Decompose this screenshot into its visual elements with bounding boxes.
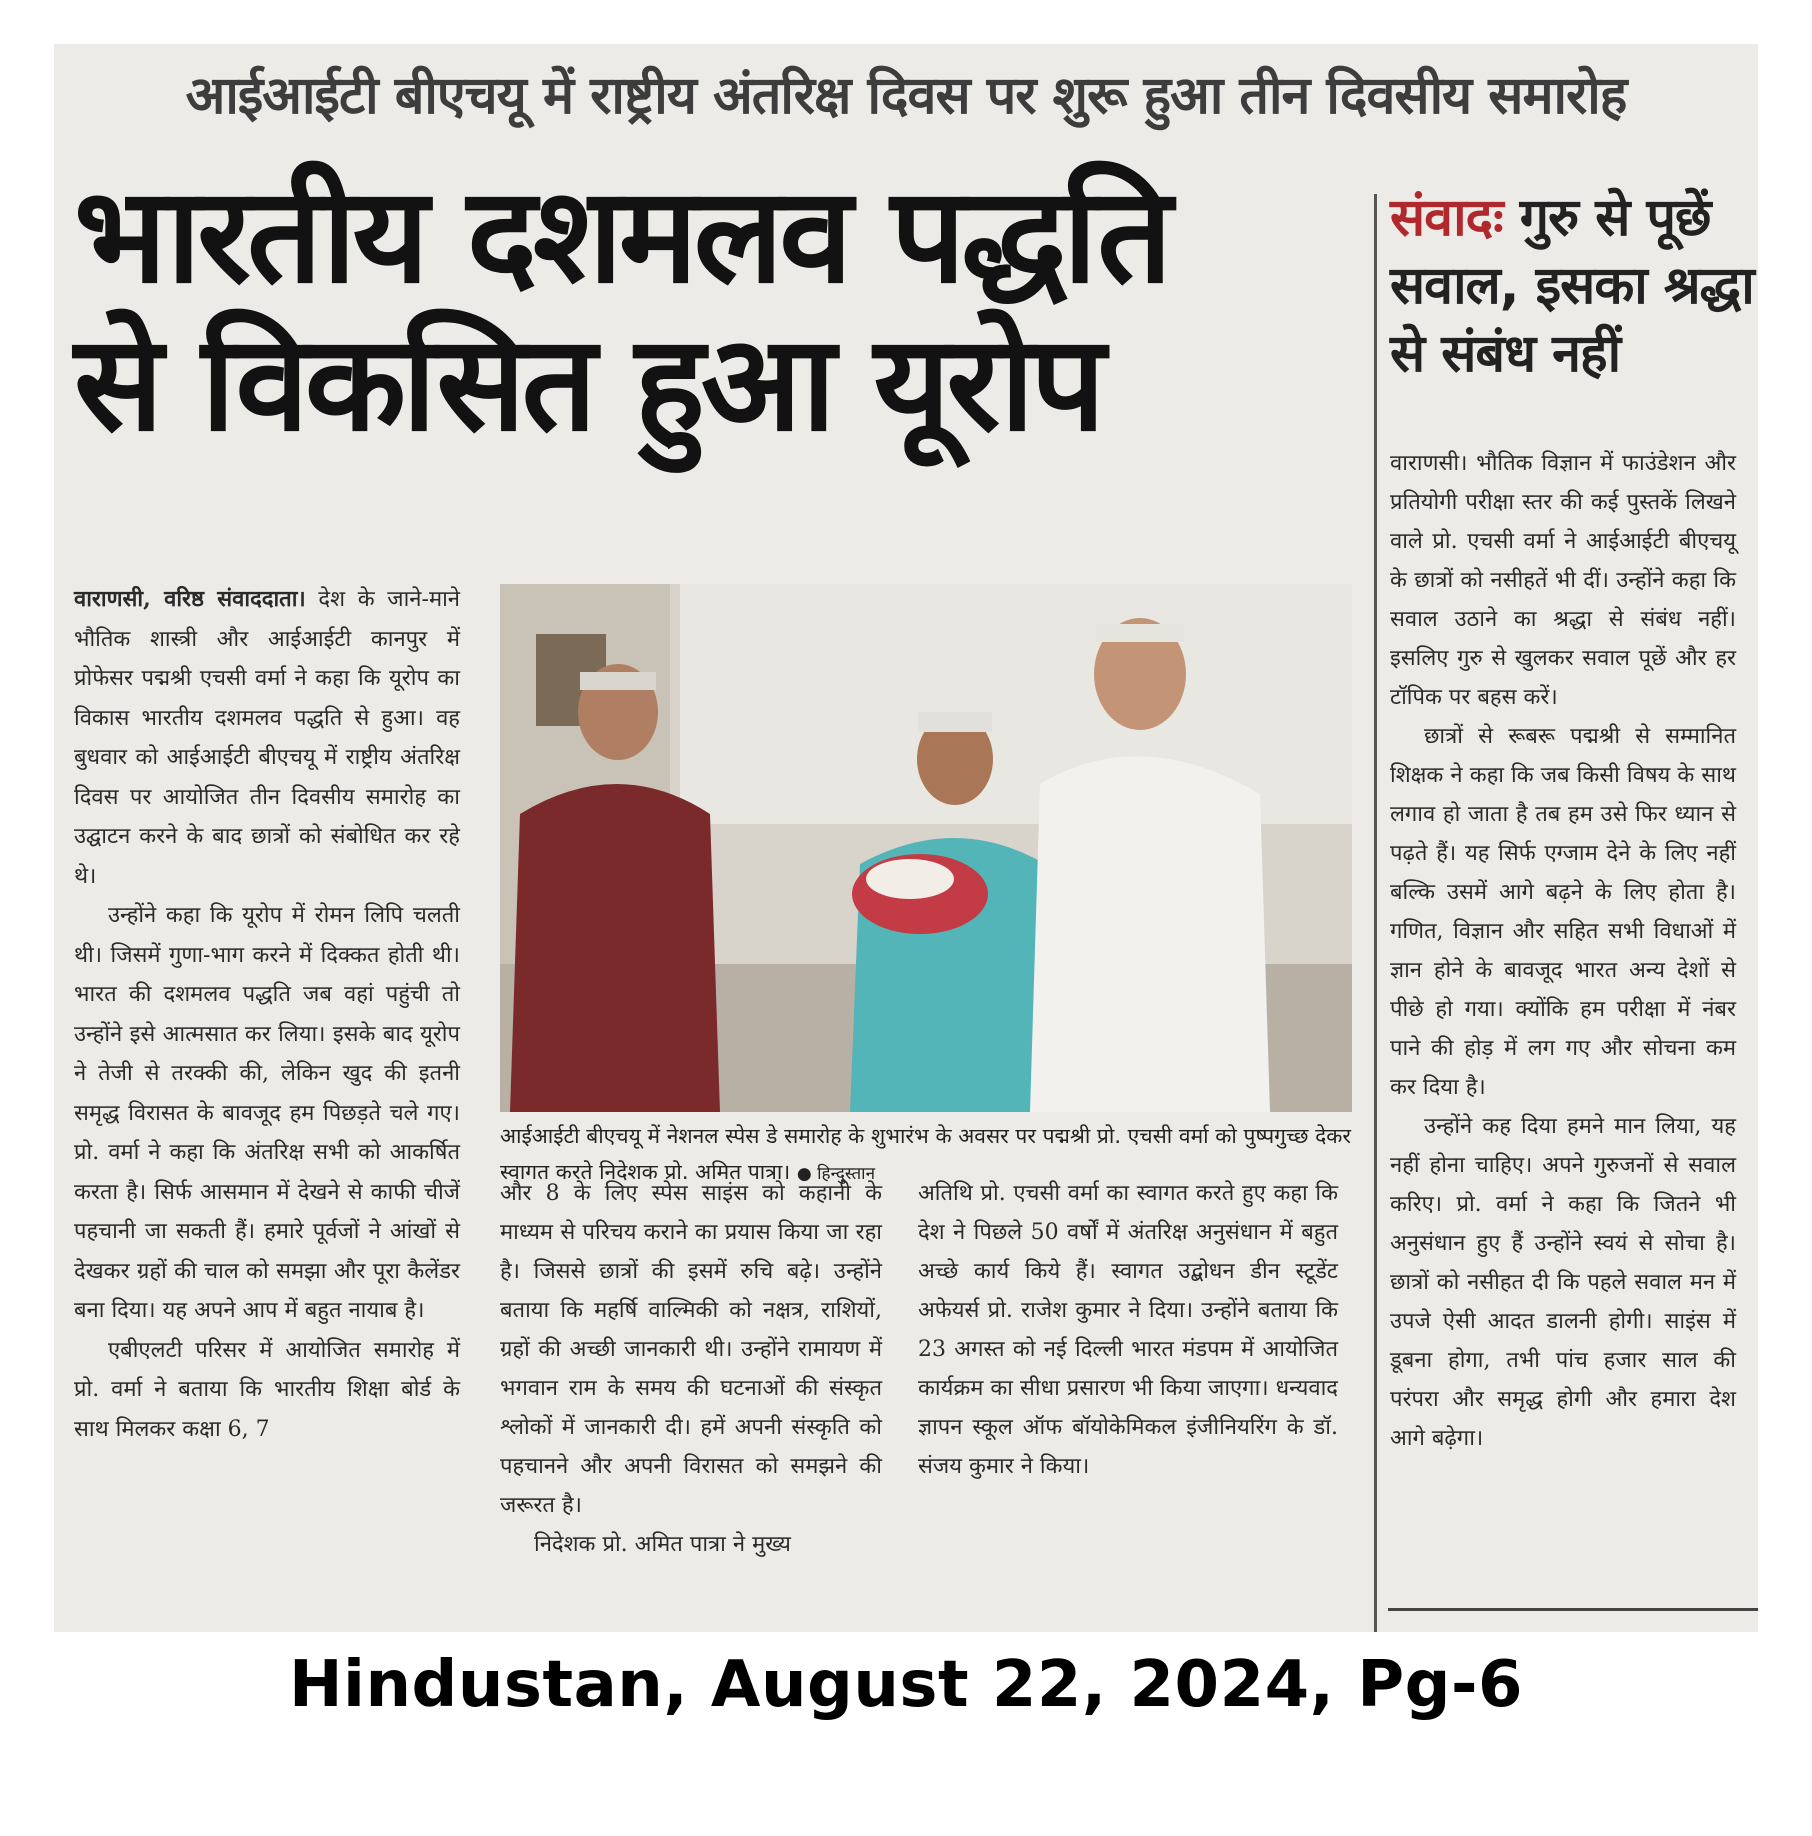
side-story-title: गुरु से पूछें सवाल, इसका श्रद्धा से संबंध नहीं: [1390, 188, 1754, 384]
story-text: देश के जाने-माने भौतिक शास्त्री और आईआईटी कानपुर में प्रोफेसर पद्मश्री एचसी वर्मा ने कहा कि यूरोप का विकास भारतीय दशमलव पद्धति से हुआ। वह बुधवार को आईआईटी बीएचयू में राष्ट्रीय अंतरिक्ष दिवस पर आयोजित तीन दिवसीय समारोह का उद्घाटन करने के बाद छात्रों को संबोधित कर रहे थे।: [74, 587, 461, 889]
source-citation: Hindustan, August 22, 2024, Pg-6: [288, 1648, 1524, 1722]
side-story-paragraph: छात्रों से रूबरू पद्मश्री से सम्मानित शिक्षक ने कहा कि जब किसी विषय के साथ लगाव हो जाता है तब हम उसे फिर ध्यान से पढ़ते हैं। यह सिर्फ एग्जाम देने के लिए नहीं बल्कि उसमें आगे बढ़ने के लिए होता है। गणित, विज्ञान और सहित सभी विधाओं में ज्ञान होने के बावजूद भारत अन्य देशों से पीछे हो गया। क्योंकि हम परीक्षा में नंबर पाने की होड़ में लग गए और सोचना कम कर दिया है।: [1390, 724, 1736, 1100]
story-paragraph: अतिथि प्रो. एचसी वर्मा का स्वागत करते हुए कहा कि देश ने पिछले 50 वर्षों में अंतरिक्ष अनुसंधान में बहुत अच्छे कार्य किये हैं। स्वागत उद्बोधन डीन स्टूडेंट अफेयर्स प्रो. राजेश कुमार ने दिया। उन्होंने बताया कि 23 अगस्त को नई दिल्ली भारत मंडपम में आयोजित कार्यक्रम का सीधा प्रसारण भी किया जाएगा। धन्यवाद ज्ञापन स्कूल ऑफ बॉयोकेमिकल इंजीनियरिंग के डॉ. संजय कुमार ने किया।: [918, 1181, 1338, 1479]
story-column-2: [500, 1174, 882, 1564]
kicker-headline: आईआईटी बीएचयू में राष्ट्रीय अंतरिक्ष दिवस पर शुरू हुआ तीन दिवसीय समारोह: [185, 66, 1627, 126]
caption-text: आईआईटी बीएचयू में नेशनल स्पेस डे समारोह के शुभारंभ के अवसर पर पद्मश्री प्रो. एचसी वर्मा को पुष्पगुच्छ देकर स्वागत करते निदेशक प्रो. अमित पात्रा।: [500, 1124, 1351, 1184]
main-headline-line-1: भारतीय दशमलव पद्धति: [74, 159, 1169, 313]
photo-illustration: [500, 584, 1352, 1112]
side-story-body: [1390, 444, 1736, 1458]
photo-credit: ● हिन्दुस्तान: [796, 1164, 876, 1184]
side-story-bottom-rule: [1388, 1608, 1758, 1611]
story-paragraph: निदेशक प्रो. अमित पात्रा ने मुख्य: [534, 1532, 791, 1557]
story-paragraph: और 8 के लिए स्पेस साइंस को कहानी के माध्यम से परिचय कराने का प्रयास किया जा रहा है। जिससे छात्रों की इसमें रुचि बढ़े। उन्होंने बताया कि महर्षि वाल्मिकी को नक्षत्र, राशियों, ग्रहों की अच्छी जानकारी थी। उन्होंने रामायण में भगवान राम के समय की घटनाओं की संस्कृत श्लोकों में जानकारी दी। हमें अपनी संस्कृति को पहचानने और अपनी विरासत को समझने की जरूरत है।: [500, 1181, 882, 1518]
side-story-tag: संवादः: [1390, 188, 1503, 248]
event-photo: [500, 584, 1352, 1112]
main-headline-line-2: से विकसित हुआ यूरोप: [74, 307, 1102, 461]
story-paragraph: उन्होंने कहा कि यूरोप में रोमन लिपि चलती थी। जिसमें गुणा-भाग करने में दिक्कत होती थी। भारत की दशमलव पद्धति जब वहां पहुंची तो उन्होंने इसे आत्मसात कर लिया। इसके बाद यूरोप ने तेजी से तरक्की की, लेकिन खुद की इतनी समृद्ध विरासत के बावजूद हम पिछड़ते चले गए। प्रो. वर्मा ने कहा कि अंतरिक्ष सभी को आकर्षित करता है। सिर्फ आसमान में देखने से काफी चीजें पहचानी जा सकती हैं। हमारे पूर्वजों ने आंखों से देखकर ग्रहों की चाल को समझा और पूरा कैलेंडर बना दिया। यह अपने आप में बहुत नायाब है।: [74, 903, 460, 1323]
story-column-3: [918, 1174, 1338, 1486]
side-story-paragraph: वाराणसी। भौतिक विज्ञान में फाउंडेशन और प्रतियोगी परीक्षा स्तर की कई पुस्तकें लिखने वाले प्रो. एचसी वर्मा ने आईआईटी बीएचयू के छात्रों को नसीहतें भी दीं। उन्होंने कहा कि सवाल उठाने का श्रद्धा से संबंध नहीं। इसलिए गुरु से खुलकर सवाल पूछें और हर टॉपिक पर बहस करें।: [1390, 451, 1736, 710]
story-column-1: [74, 580, 460, 1449]
story-paragraph: [74, 580, 460, 896]
side-story-paragraph: उन्होंने कह दिया हमने मान लिया, यह नहीं होना चाहिए। अपने गुरुजनों से सवाल करिए। प्रो. वर्मा ने कहा कि जितने भी अनुसंधान हुए हैं उन्होंने स्वयं से सोचा है। छात्रों को नसीहत दी कि पहले सवाल मन में उपजे ऐसी आदत डालनी होगी। साइंस में डूबना होगा, तभी पांच हजार साल की परंपरा और समृद्ध होगी और हमारा देश आगे बढ़ेगा।: [1390, 1114, 1736, 1451]
side-story-headline: [1390, 184, 1758, 388]
column-divider: [1374, 194, 1377, 1632]
dateline: वाराणसी, वरिष्ठ संवाददाता।: [74, 586, 306, 612]
main-headline: [74, 159, 1394, 461]
newspaper-clipping: [54, 44, 1758, 1632]
story-paragraph: एबीएलटी परिसर में आयोजित समारोह में प्रो. वर्मा ने बताया कि भारतीय शिक्षा बोर्ड के साथ मिलकर कक्षा 6, 7: [74, 1337, 460, 1442]
